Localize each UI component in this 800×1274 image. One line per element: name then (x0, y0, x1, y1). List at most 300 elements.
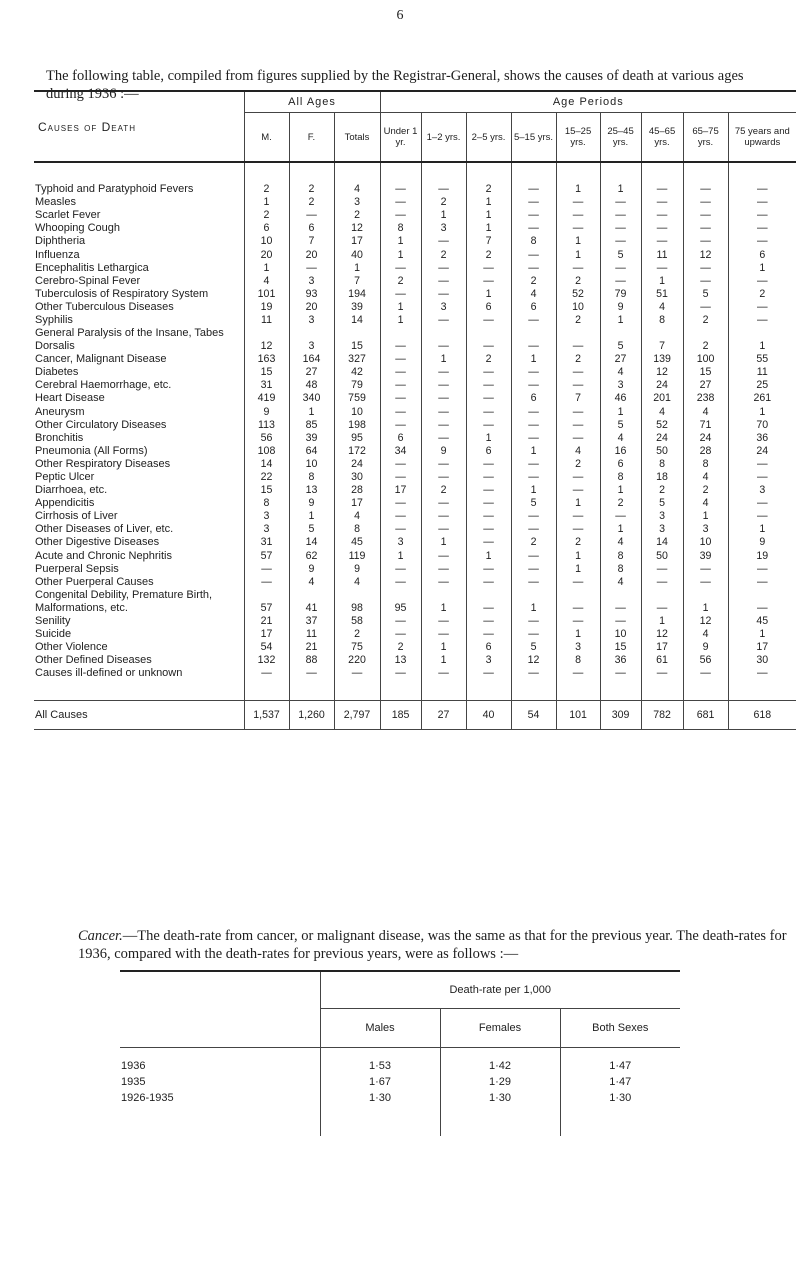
value-cell: — (728, 589, 796, 615)
value-cell: — (683, 667, 728, 680)
value-cell: 17 (244, 628, 289, 641)
value-cell: 12 (641, 628, 683, 641)
total-cell: 54 (511, 701, 556, 730)
pad-cell (560, 1106, 680, 1136)
value-cell: — (421, 183, 466, 196)
value-cell: 100 (683, 353, 728, 366)
value-cell: — (466, 379, 511, 392)
value-cell: 7 (334, 275, 380, 288)
all-ages-header: All Ages (244, 91, 380, 113)
value-cell: 3 (728, 484, 796, 497)
spacer-cell (289, 680, 334, 701)
value-cell: 1 (380, 235, 421, 248)
table-row (34, 432, 796, 445)
value-cell: — (641, 262, 683, 275)
value-cell: — (511, 432, 556, 445)
value-cell: — (600, 615, 641, 628)
value-cell: 1 (380, 301, 421, 314)
value-cell: 17 (728, 641, 796, 654)
spacer-cell (244, 162, 289, 183)
value-cell: — (556, 576, 600, 589)
value-cell: 9 (600, 301, 641, 314)
value-cell: 4 (600, 432, 641, 445)
value-cell: 5 (683, 288, 728, 301)
value-cell: 39 (683, 549, 728, 562)
table-row (34, 366, 796, 379)
value-cell: 2 (683, 484, 728, 497)
value-cell: 11 (289, 628, 334, 641)
value-cell: — (421, 275, 466, 288)
cause-cell: Encephalitis Lethargica (35, 261, 149, 274)
value-cell: 3 (289, 327, 334, 353)
value-cell: 108 (244, 445, 289, 458)
value-cell: — (600, 589, 641, 615)
spacer-cell (641, 680, 683, 701)
value-cell: 4 (641, 405, 683, 418)
value-cell: 3 (556, 641, 600, 654)
value-cell: 1 (466, 222, 511, 235)
value-cell: — (556, 327, 600, 353)
value-cell: — (466, 523, 511, 536)
value-cell: — (466, 628, 511, 641)
table-row (34, 353, 796, 366)
value-cell: 50 (641, 445, 683, 458)
rates-row (120, 1058, 680, 1074)
value-cell: 194 (334, 288, 380, 301)
value-cell: — (466, 471, 511, 484)
value-cell: 17 (334, 497, 380, 510)
column-header: 5–15 yrs. (511, 113, 556, 163)
value-cell: — (728, 510, 796, 523)
table-row (34, 392, 796, 405)
value-cell: 8 (289, 471, 334, 484)
value-cell: — (728, 196, 796, 209)
value-cell: 57 (244, 549, 289, 562)
value-cell: 4 (334, 510, 380, 523)
value-cell: 15 (334, 327, 380, 353)
value-cell: 6 (466, 301, 511, 314)
table-row (34, 301, 796, 314)
pad-cell (320, 1106, 440, 1136)
cause-cell: Tuberculosis of Respiratory System (35, 287, 209, 300)
value-cell: 3 (641, 523, 683, 536)
table-row (34, 314, 796, 327)
table-row (34, 275, 796, 288)
value-cell: 1 (600, 484, 641, 497)
value-cell: 1 (641, 615, 683, 628)
value-cell: — (466, 327, 511, 353)
value-cell: — (421, 549, 466, 562)
rates-column-header: Males (320, 1009, 440, 1048)
cause-cell: Acute and Chronic Nephritis (35, 549, 172, 562)
table-row (34, 288, 796, 301)
value-cell: 1 (600, 523, 641, 536)
value-cell: — (556, 471, 600, 484)
cause-cell: Diarrhoea, etc. (35, 484, 108, 497)
value-cell: 14 (334, 314, 380, 327)
value-cell: — (556, 222, 600, 235)
value-cell: 8 (641, 314, 683, 327)
column-header: 15–25 yrs. (556, 113, 600, 163)
value-cell: — (511, 471, 556, 484)
value-cell: — (728, 667, 796, 680)
value-cell: 12 (683, 615, 728, 628)
value-cell: — (556, 510, 600, 523)
value-cell: — (244, 563, 289, 576)
table-row (34, 484, 796, 497)
cause-cell: Diabetes (35, 366, 79, 379)
value-cell: 21 (244, 615, 289, 628)
pad-cell (440, 1048, 560, 1059)
value-cell: 119 (334, 549, 380, 562)
value-cell: — (600, 196, 641, 209)
value-cell: 2 (380, 641, 421, 654)
value-cell: — (511, 615, 556, 628)
value-cell: 2 (244, 183, 289, 196)
table-row (34, 183, 796, 196)
value-cell: — (466, 392, 511, 405)
table-row (34, 419, 796, 432)
value-cell: 1 (466, 196, 511, 209)
spacer-cell (511, 162, 556, 183)
value-cell: 48 (289, 379, 334, 392)
value-cell: — (421, 497, 466, 510)
value-cell: 4 (289, 576, 334, 589)
column-header: 1–2 yrs. (421, 113, 466, 163)
value-cell: — (511, 405, 556, 418)
value-cell: 8 (600, 471, 641, 484)
value-cell: — (466, 314, 511, 327)
value-cell: — (380, 405, 421, 418)
cause-cell: Aneurysm (35, 405, 85, 418)
rates-row (120, 1090, 680, 1106)
spacer-row (34, 162, 796, 183)
spacer-cell (289, 162, 334, 183)
death-rate-table (120, 970, 680, 1136)
cause-cell: Peptic Ulcer (35, 470, 95, 483)
spacer-cell (244, 680, 289, 701)
value-cell: 1 (289, 405, 334, 418)
column-header: 75 years and upwards (728, 113, 796, 163)
table-row (34, 589, 796, 615)
cause-cell: Other Defined Diseases (35, 654, 152, 667)
table-row (34, 563, 796, 576)
value-cell: 1 (600, 183, 641, 196)
value-cell: 3 (683, 523, 728, 536)
value-cell: — (511, 366, 556, 379)
cause-cell: Puerperal Sepsis (35, 562, 119, 575)
value-cell: — (421, 615, 466, 628)
value-cell: 1 (380, 549, 421, 562)
value-cell: 2 (556, 536, 600, 549)
value-cell: — (556, 262, 600, 275)
value-cell: 4 (600, 576, 641, 589)
value-cell: — (641, 563, 683, 576)
spacer-cell (556, 162, 600, 183)
value-cell: — (466, 576, 511, 589)
value-cell: — (683, 209, 728, 222)
value-cell: 1 (421, 353, 466, 366)
table-row (34, 523, 796, 536)
value-cell: 8 (641, 458, 683, 471)
value-cell: 172 (334, 445, 380, 458)
value-cell: 12 (683, 248, 728, 261)
value-cell: — (728, 563, 796, 576)
value-cell: 7 (289, 235, 334, 248)
value-cell: — (421, 366, 466, 379)
value-cell: 46 (600, 392, 641, 405)
value-cell: 4 (683, 497, 728, 510)
value-cell: 22 (244, 471, 289, 484)
total-cell: 40 (466, 701, 511, 730)
value-cell: 1 (466, 432, 511, 445)
value-cell: 1 (511, 589, 556, 615)
cause-cell: Syphilis (35, 314, 73, 327)
value-cell: 39 (289, 432, 334, 445)
table-row (34, 209, 796, 222)
spacer-cell (466, 680, 511, 701)
value-cell: 24 (683, 432, 728, 445)
total-cell: 101 (556, 701, 600, 730)
value-cell: 3 (380, 536, 421, 549)
value-cell: — (421, 471, 466, 484)
value-cell: — (380, 366, 421, 379)
value-cell: 57 (244, 589, 289, 615)
value-cell: — (421, 235, 466, 248)
value-cell: 2 (641, 484, 683, 497)
table-row (34, 510, 796, 523)
value-cell: — (511, 628, 556, 641)
value-cell: 62 (289, 549, 334, 562)
cause-cell: Congenital Debility, Premature Birth, Malformations, etc. (35, 588, 213, 614)
value-cell: 61 (641, 654, 683, 667)
value-cell: 113 (244, 419, 289, 432)
value-cell: — (728, 183, 796, 196)
year-cell: 1936 (121, 1060, 146, 1072)
table-row (34, 196, 796, 209)
table-row (34, 471, 796, 484)
value-cell: 1 (421, 641, 466, 654)
value-cell: — (511, 419, 556, 432)
value-cell: 9 (244, 405, 289, 418)
value-cell: 14 (289, 536, 334, 549)
total-cell: 1,537 (244, 701, 289, 730)
value-cell: 327 (334, 353, 380, 366)
value-cell: 5 (289, 523, 334, 536)
value-cell: 1 (683, 589, 728, 615)
value-cell: 25 (728, 379, 796, 392)
value-cell: — (641, 589, 683, 615)
value-cell: 8 (244, 497, 289, 510)
value-cell: — (511, 222, 556, 235)
value-cell: 6 (511, 301, 556, 314)
value-cell: 2 (556, 458, 600, 471)
value-cell: — (683, 301, 728, 314)
value-cell: 2 (556, 353, 600, 366)
value-cell: 14 (641, 536, 683, 549)
cause-cell: Other Respiratory Diseases (35, 457, 171, 470)
value-cell: — (380, 183, 421, 196)
value-cell: 1 (556, 235, 600, 248)
value-cell: — (466, 615, 511, 628)
value-cell: 52 (556, 288, 600, 301)
total-cell: 681 (683, 701, 728, 730)
value-cell: 40 (334, 248, 380, 261)
value-cell: 6 (289, 222, 334, 235)
rate-cell: 1·53 (320, 1058, 440, 1074)
value-cell: 132 (244, 654, 289, 667)
column-header: 25–45 yrs. (600, 113, 641, 163)
value-cell: 201 (641, 392, 683, 405)
value-cell: 14 (244, 458, 289, 471)
value-cell: 1 (600, 405, 641, 418)
value-cell: — (511, 667, 556, 680)
value-cell: 7 (556, 392, 600, 405)
value-cell: 5 (511, 641, 556, 654)
value-cell: — (289, 667, 334, 680)
spacer-cell (380, 680, 421, 701)
spacer-cell (556, 680, 600, 701)
pad-cell (120, 1106, 320, 1136)
cause-cell: Influenza (35, 248, 80, 261)
value-cell: 3 (600, 379, 641, 392)
value-cell: — (511, 248, 556, 261)
spacer-cell (34, 162, 244, 183)
value-cell: 1 (334, 262, 380, 275)
value-cell: — (683, 563, 728, 576)
total-row (34, 701, 796, 730)
table-row (34, 497, 796, 510)
value-cell: — (641, 576, 683, 589)
value-cell: — (511, 510, 556, 523)
table-row (34, 536, 796, 549)
value-cell: 20 (244, 248, 289, 261)
value-cell: 30 (334, 471, 380, 484)
value-cell: 198 (334, 419, 380, 432)
value-cell: 4 (244, 275, 289, 288)
value-cell: 12 (244, 327, 289, 353)
value-cell: 1 (380, 314, 421, 327)
value-cell: — (683, 196, 728, 209)
value-cell: 8 (334, 523, 380, 536)
value-cell: — (511, 379, 556, 392)
total-cell: 185 (380, 701, 421, 730)
cause-cell: Whooping Cough (35, 222, 121, 235)
value-cell: 7 (466, 235, 511, 248)
value-cell: 27 (600, 353, 641, 366)
value-cell: 1 (511, 353, 556, 366)
column-header: Totals (334, 113, 380, 163)
value-cell: — (380, 353, 421, 366)
value-cell: — (421, 628, 466, 641)
value-cell: — (600, 275, 641, 288)
spacer-cell (334, 680, 380, 701)
value-cell: 17 (380, 484, 421, 497)
value-cell: 1 (600, 314, 641, 327)
spacer-cell (466, 162, 511, 183)
total-cell: 782 (641, 701, 683, 730)
value-cell: — (380, 576, 421, 589)
value-cell: 42 (334, 366, 380, 379)
value-cell: 2 (600, 497, 641, 510)
value-cell: 52 (641, 419, 683, 432)
rate-cell: 1·29 (440, 1074, 560, 1090)
value-cell: 24 (641, 432, 683, 445)
cause-cell: Cerebro-Spinal Fever (35, 274, 141, 287)
total-cell: 1,260 (289, 701, 334, 730)
value-cell: — (421, 419, 466, 432)
value-cell: — (641, 667, 683, 680)
value-cell: — (641, 209, 683, 222)
value-cell: 70 (728, 419, 796, 432)
value-cell: 3 (244, 510, 289, 523)
value-cell: — (600, 510, 641, 523)
total-cell: 27 (421, 701, 466, 730)
value-cell: — (380, 667, 421, 680)
value-cell: 2 (683, 327, 728, 353)
value-cell: — (466, 419, 511, 432)
value-cell: 1 (466, 288, 511, 301)
value-cell: 10 (600, 628, 641, 641)
value-cell: 11 (728, 366, 796, 379)
value-cell: 8 (600, 549, 641, 562)
value-cell: 3 (244, 523, 289, 536)
value-cell: 30 (728, 654, 796, 667)
value-cell: — (421, 392, 466, 405)
value-cell: 15 (244, 484, 289, 497)
cause-cell: Measles (35, 196, 76, 209)
value-cell: — (380, 209, 421, 222)
value-cell: — (556, 405, 600, 418)
value-cell: 1 (466, 549, 511, 562)
value-cell: — (289, 209, 334, 222)
value-cell: — (600, 235, 641, 248)
value-cell: — (380, 379, 421, 392)
value-cell: 9 (289, 497, 334, 510)
page-number: 6 (396, 8, 404, 23)
value-cell: 4 (641, 301, 683, 314)
value-cell: 37 (289, 615, 334, 628)
value-cell: — (728, 497, 796, 510)
value-cell: — (244, 576, 289, 589)
value-cell: 12 (641, 366, 683, 379)
value-cell: 4 (683, 628, 728, 641)
value-cell: 9 (334, 563, 380, 576)
value-cell: — (600, 209, 641, 222)
value-cell: 41 (289, 589, 334, 615)
value-cell: 164 (289, 353, 334, 366)
value-cell: 10 (334, 405, 380, 418)
value-cell: — (380, 523, 421, 536)
value-cell: 101 (244, 288, 289, 301)
value-cell: — (556, 379, 600, 392)
value-cell: — (600, 222, 641, 235)
value-cell: 3 (289, 275, 334, 288)
value-cell: — (466, 510, 511, 523)
pad-cell (120, 1048, 320, 1059)
value-cell: 24 (334, 458, 380, 471)
value-cell: — (421, 405, 466, 418)
value-cell: 4 (556, 445, 600, 458)
rates-title: Death-rate per 1,000 (320, 971, 680, 1009)
value-cell: — (511, 314, 556, 327)
value-cell: 12 (334, 222, 380, 235)
value-cell: 1 (556, 183, 600, 196)
causes-header: Causes of Death (34, 91, 244, 162)
value-cell: — (380, 327, 421, 353)
value-cell: — (683, 262, 728, 275)
value-cell: 1 (511, 445, 556, 458)
